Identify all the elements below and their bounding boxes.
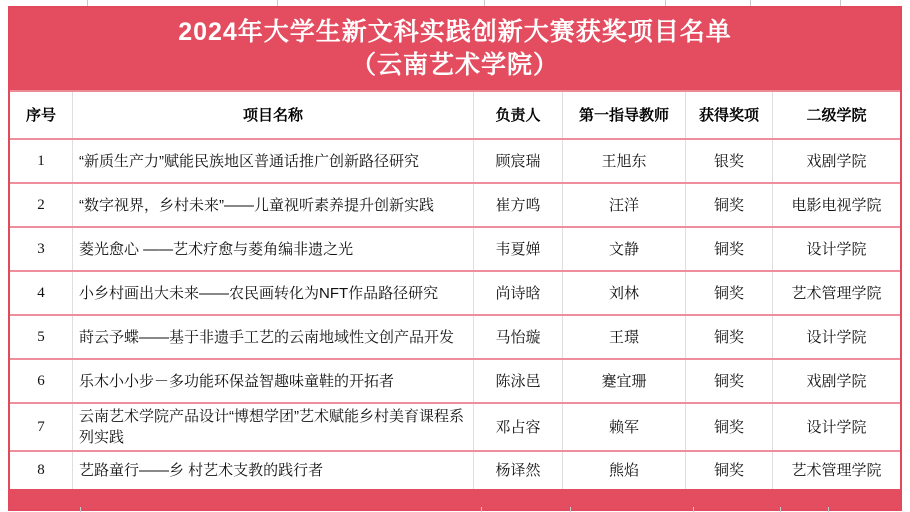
- gridline-tick: [828, 507, 829, 512]
- cell-award: 铜奖: [685, 316, 772, 358]
- cell-award: 铜奖: [685, 404, 772, 450]
- cell-leader: 邓占容: [473, 404, 562, 450]
- cell-no: 6: [37, 372, 45, 389]
- cell-leader: 韦夏婵: [473, 228, 562, 270]
- table-row: [10, 316, 900, 360]
- cell-no: 5: [37, 328, 45, 345]
- cell-no: 3: [37, 240, 45, 257]
- cell-college: 设计学院: [772, 404, 900, 450]
- header-row: [10, 92, 900, 140]
- cell-project: 乐木小小步－多功能环保益智趣味童鞋的开拓者: [72, 360, 473, 402]
- cell-college: 设计学院: [772, 316, 900, 358]
- cell-teacher: 熊焰: [562, 452, 685, 489]
- cell-project: “数字视界，乡村未来”——儿童视听素养提升创新实践: [72, 184, 473, 226]
- cell-leader: 陈泳邑: [473, 360, 562, 402]
- cell-teacher: 汪洋: [562, 184, 685, 226]
- cell-leader: 尚诗晗: [473, 272, 562, 314]
- column-header-leader: 负责人: [473, 92, 562, 138]
- cell-college: 电影电视学院: [772, 184, 900, 226]
- column-header-college: 二级学院: [772, 92, 900, 138]
- gridline-tick: [570, 507, 571, 512]
- column-header-project: 项目名称: [72, 92, 473, 138]
- cell-no: 7: [37, 418, 45, 435]
- title-line-2: （云南艺术学院）: [350, 51, 559, 79]
- table-row: [10, 360, 900, 404]
- gridline-tick: [780, 507, 781, 512]
- cell-project: 小乡村画出大未来——农民画转化为NFT作品路径研究: [72, 272, 473, 314]
- cell-teacher: 文静: [562, 228, 685, 270]
- cell-teacher: 王璟: [562, 316, 685, 358]
- cell-award: 铜奖: [685, 452, 772, 489]
- gridline-tick: [693, 507, 694, 512]
- cell-teacher: 蹇宜珊: [562, 360, 685, 402]
- cell-no: 2: [37, 196, 45, 213]
- cell-project: 莳云予蝶——基于非遗手工艺的云南地域性文创产品开发: [72, 316, 473, 358]
- title-line-1: 2024年大学生新文科实践创新大赛获奖项目名单: [178, 18, 732, 46]
- gridline-tick: [481, 507, 482, 512]
- column-header-no: 序号: [25, 106, 56, 124]
- cell-project: 菱光愈心 ——艺术疗愈与菱角编非遗之光: [72, 228, 473, 270]
- cell-college: 戏剧学院: [772, 140, 900, 182]
- cell-college: 艺术管理学院: [772, 272, 900, 314]
- cell-award: 铜奖: [685, 184, 772, 226]
- cell-no: 1: [37, 152, 45, 169]
- footer-bar: [10, 489, 900, 509]
- cell-teacher: 刘林: [562, 272, 685, 314]
- table-row: [10, 404, 900, 452]
- cell-leader: 马怡璇: [473, 316, 562, 358]
- cell-teacher: 王旭东: [562, 140, 685, 182]
- cell-college: 戏剧学院: [772, 360, 900, 402]
- cell-teacher: 赖军: [562, 404, 685, 450]
- column-header-teacher: 第一指导教师: [562, 92, 685, 138]
- table-row: [10, 184, 900, 228]
- cell-leader: 杨译然: [473, 452, 562, 489]
- cell-leader: 顾宸瑞: [473, 140, 562, 182]
- column-header-award: 获得奖项: [685, 92, 772, 138]
- awards-table: [8, 6, 902, 511]
- cell-award: 铜奖: [685, 272, 772, 314]
- cell-award: 铜奖: [685, 360, 772, 402]
- gridline-tick: [80, 507, 81, 512]
- cell-no: 4: [37, 284, 45, 301]
- cell-award: 铜奖: [685, 228, 772, 270]
- table-row: [10, 452, 900, 489]
- cell-college: 设计学院: [772, 228, 900, 270]
- cell-no: 8: [37, 462, 45, 478]
- cell-project: “新质生产力”赋能民族地区普通话推广创新路径研究: [72, 140, 473, 182]
- table-row: [10, 272, 900, 316]
- cell-leader: 崔方鸣: [473, 184, 562, 226]
- table-row: [10, 140, 900, 184]
- cell-college: 艺术管理学院: [772, 452, 900, 489]
- cell-project: 艺路童行——乡 村艺术支教的践行者: [72, 452, 473, 489]
- cell-award: 银奖: [685, 140, 772, 182]
- table-row: [10, 228, 900, 272]
- table-title: [10, 8, 900, 92]
- cell-project: 云南艺术学院产品设计“博想学团”艺术赋能乡村美育课程系列实践: [72, 404, 473, 450]
